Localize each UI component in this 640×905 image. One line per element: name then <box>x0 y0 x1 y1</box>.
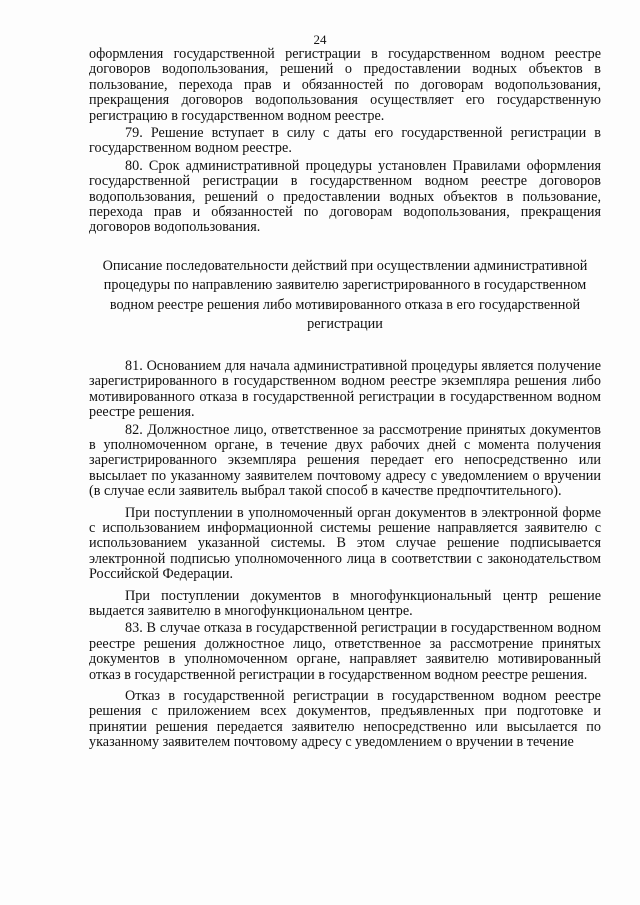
paragraph-continuation: оформления государственной регистрации в государственном водном реестре договоров водопользования, решений о предоставлении водных объектов в пользование, перехода прав и обязанностей по договорам водопользования, прекращения договоров водопользования осуществляет его государственную регистрацию в государственном водном реестре. <box>89 46 601 124</box>
paragraph-82-electronic: При поступлении в уполномоченный орган документов в электронной форме с использованием информационной системы решение направляется заявителю с использованием указанной системы. В этом случае решение подписывается электронной подписью уполномоченного лица в соответствии с законодательством Российской Федерации. <box>89 504 601 583</box>
paragraph-80: 80. Срок административной процедуры установлен Правилами оформления государственной регистрации в государственном водном реестре договоров водопользования, решений о предоставлении водных объектов в пользование, перехода прав и обязанностей по договорам водопользования, прекращения договоров водопользования. <box>89 157 601 236</box>
section-heading: Описание последовательности действий при осуществлении административной процедуры по направлению заявителю зарегистрированного в государственном водном реестре решения либо мотивированного отказа в его государственной регистрации <box>102 257 588 333</box>
paragraph-81: 81. Основанием для начала административной процедуры является получение зарегистрированного в государственном водном реестре экземпляра решения либо мотивированного отказа в государственной регистрации в государственном водном реестре решения. <box>89 357 601 421</box>
paragraph-79: 79. Решение вступает в силу с даты его государственной регистрации в государственном водном реестре. <box>89 125 601 157</box>
document-body <box>89 47 601 751</box>
paragraph-83: 83. В случае отказа в государственной регистрации в государственном водном реестре решения должностное лицо, ответственное за рассмотрение принятых документов в уполномоченном органе, направляет заявителю мотивированный отказ в государственной регистрации в государственном водном реестре решения. <box>89 620 601 683</box>
page-number: 24 <box>313 32 327 47</box>
paragraph-82: 82. Должностное лицо, ответственное за рассмотрение принятых документов в уполномоченном органе, в течение двух рабочих дней с момента получения зарегистрированного экземпляра решения передает его непосредственно или высылает по указанному заявителем почтовому адресу с уведомлением о вручении (в случае если заявитель выбрал такой способ в качестве предпочтительного). <box>89 421 601 500</box>
paragraph-82-mfc: При поступлении документов в многофункциональный центр решение выдается заявителю в многофункциональном центре. <box>89 587 601 619</box>
paragraph-83-refusal: Отказ в государственной регистрации в государственном водном реестре решения с приложением всех документов, предъявленных при подготовке и принятии решения передается заявителю непосредственно или высылается по указанному заявителем почтовому адресу с уведомлением о вручении в течение <box>89 688 601 751</box>
